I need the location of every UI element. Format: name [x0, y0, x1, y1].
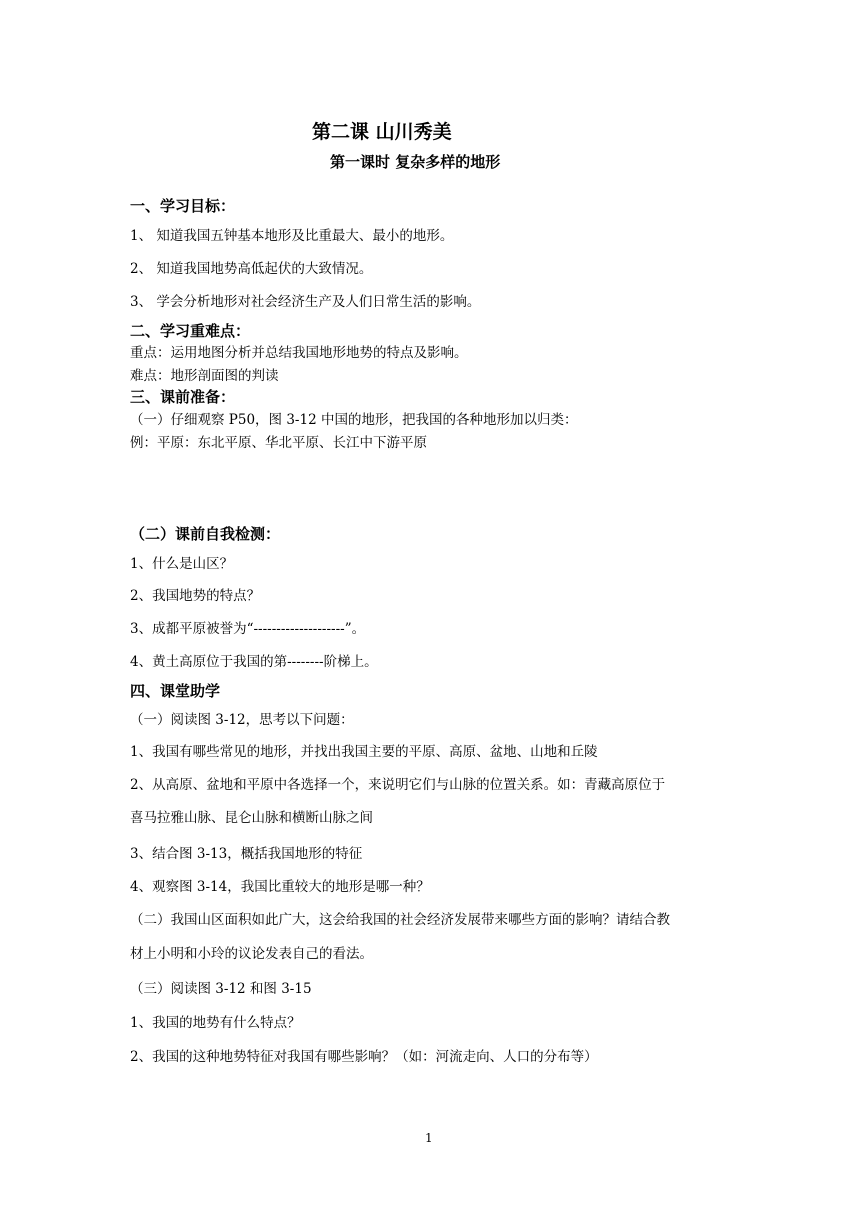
classroom-line: 2、我国的这种地势特征对我国有哪些影响？（如：河流走向、人口的分布等）	[130, 1049, 598, 1065]
preparation-item: 例：平原：东北平原、华北平原、长江中下游平原	[130, 435, 427, 451]
classroom-line: 喜马拉雅山脉、昆仑山脉和横断山脉之间	[130, 810, 373, 826]
section-heading-preparation: 三、课前准备：	[130, 388, 236, 406]
self-check-question: 1、什么是山区？	[130, 556, 234, 572]
document-title: 第二课 山川秀美	[312, 121, 452, 143]
classroom-line: 1、我国的地势有什么特点？	[130, 1015, 301, 1031]
self-check-question: 2、我国地势的特点？	[130, 588, 261, 604]
objective-item: 2、 知道我国地势高低起伏的大致情况。	[130, 261, 373, 277]
classroom-line: 4、观察图 3-14，我国比重较大的地形是哪一种？	[130, 879, 430, 895]
section-heading-objectives: 一、学习目标：	[130, 197, 236, 215]
self-check-question: 3、成都平原被誉为“--------------------”。	[130, 621, 366, 637]
key-point-item: 重点：运用地图分析并总结我国地形地势的特点及影响。	[130, 345, 468, 361]
key-point-item: 难点：地形剖面图的判读	[130, 368, 279, 384]
page-number: 1	[425, 1131, 433, 1145]
self-check-question: 4、黄土高原位于我国的第--------阶梯上。	[130, 654, 378, 670]
preparation-item: （一）仔细观察 P50，图 3-12 中国的地形，把我国的各种地形加以归类：	[130, 412, 578, 428]
classroom-line: 材上小明和小玲的议论发表自己的看法。	[130, 946, 373, 962]
classroom-line: （三）阅读图 3-12 和图 3-15	[130, 981, 312, 997]
classroom-line: （二）我国山区面积如此广大，这会给我国的社会经济发展带来哪些方面的影响？请结合教	[130, 912, 670, 928]
classroom-line: 1、我国有哪些常见的地形，并找出我国主要的平原、高原、盆地、山地和丘陵	[130, 744, 598, 760]
section-heading-classroom: 四、课堂助学	[130, 682, 221, 700]
document-subtitle: 第一课时 复杂多样的地形	[330, 153, 501, 171]
objective-item: 1、 知道我国五钟基本地形及比重最大、最小的地形。	[130, 228, 454, 244]
classroom-line: 3、结合图 3-13，概括我国地形的特征	[130, 846, 363, 862]
classroom-line: （一）阅读图 3-12，思考以下问题：	[130, 712, 354, 728]
classroom-line: 2、从高原、盆地和平原中各选择一个，来说明它们与山脉的位置关系。如：青藏高原位于	[130, 777, 666, 793]
objective-item: 3、 学会分析地形对社会经济生产及人们日常生活的影响。	[130, 294, 481, 310]
self-check-heading: （二）课前自我检测：	[130, 525, 281, 543]
section-heading-key-points: 二、学习重难点：	[130, 322, 251, 340]
